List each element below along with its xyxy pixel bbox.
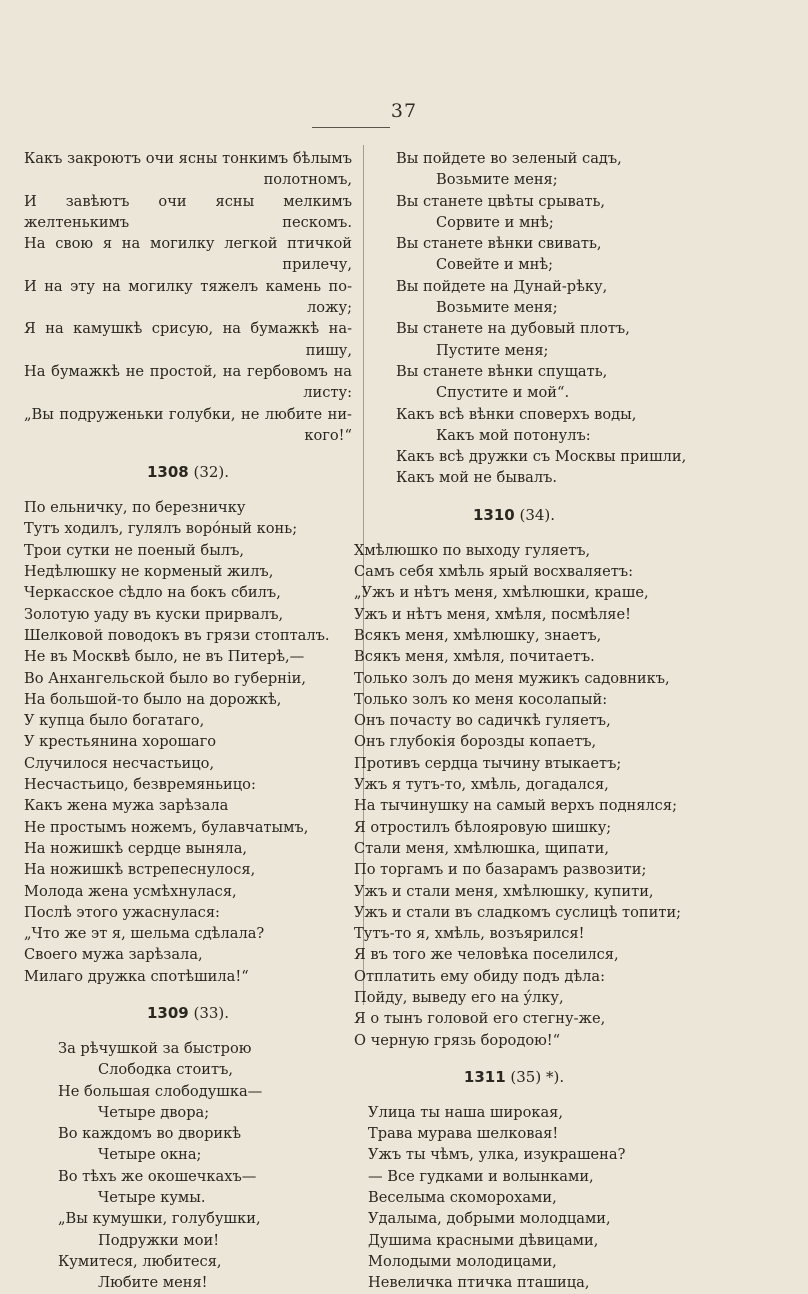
verse-line: Какъ всѣ дружки съ Москвы пришли, bbox=[396, 448, 687, 466]
verse-line: Пустите меня; bbox=[436, 341, 549, 359]
verse-line: На тычинушку на самый верхъ поднялся; bbox=[354, 797, 677, 815]
verse-line: Спустите и мой“. bbox=[436, 384, 570, 402]
song-number: 1308 bbox=[146, 463, 189, 482]
song-1310-text bbox=[354, 540, 682, 1051]
verse-line: прилечу, bbox=[282, 256, 352, 274]
verse-line: Слободка стоитъ, bbox=[98, 1061, 233, 1079]
verse-line: Молода жена усмѣхнулася, bbox=[24, 882, 237, 900]
verse-line: Ужъ и нѣтъ меня, хмѣля, посмѣляе! bbox=[354, 605, 631, 623]
verse-line: Онъ почасту во садичкѣ гуляетъ, bbox=[354, 712, 611, 730]
verse-line: Какъ мой потонулъ: bbox=[436, 426, 591, 444]
verse-line: По торгамъ и по базарамъ развозити; bbox=[354, 861, 647, 879]
verse-line: Какъ закроютъ очи ясны тонкимъ бѣлымъ bbox=[24, 150, 352, 167]
verse-line: Возьмите меня; bbox=[436, 299, 558, 317]
verse-line: Какъ жена мужа зарѣзала bbox=[24, 797, 229, 815]
song-1309-text bbox=[24, 1038, 352, 1294]
verse-line: У крестьянина хорошаго bbox=[24, 733, 217, 751]
verse-line: Случилося несчастьицо, bbox=[24, 754, 215, 772]
verse-line: Тутъ-то я, хмѣль, возъярился! bbox=[354, 925, 585, 943]
song-number: 1309 bbox=[146, 1003, 189, 1022]
verse-line: листу: bbox=[303, 384, 352, 402]
verse-line: Не въ Москвѣ было, не въ Питерѣ,— bbox=[24, 648, 305, 666]
verse-line: Четыре окна; bbox=[98, 1146, 202, 1164]
verse-line: Стали меня, хмѣлюшка, щипати, bbox=[354, 839, 609, 857]
verse-line: Всякъ меня, хмѣлюшку, знаетъ, bbox=[354, 626, 602, 644]
song-number: 1310 bbox=[472, 505, 515, 524]
verse-line: Какъ всѣ вѣнки споверхъ воды, bbox=[396, 405, 637, 423]
verse-line: Удалыма, добрыми молодцами, bbox=[368, 1210, 611, 1228]
verse-line: Я отростилъ бѣлояровую шишку; bbox=[354, 818, 612, 836]
left-column bbox=[24, 148, 352, 1294]
verse-line: Трава мурава шелковая! bbox=[368, 1125, 559, 1143]
song-1311-text bbox=[354, 1102, 674, 1294]
verse-line: На ножишкѣ встрепеснулося, bbox=[24, 861, 256, 879]
verse-line: „Вы подруженьки голубки, не любите ни- bbox=[24, 405, 352, 423]
verse-line: Шелковой поводокъ въ грязи стопталъ. bbox=[24, 626, 330, 644]
verse-line: Отплатить ему обиду подъ дѣла: bbox=[354, 967, 606, 985]
verse-line: Душима красными дѣвицами, bbox=[368, 1231, 599, 1249]
right-column bbox=[354, 148, 687, 1294]
verse-line: Милаго дружка спотѣшила!“ bbox=[24, 967, 249, 985]
verse-line: Золотую уаду въ куски прирвалъ, bbox=[24, 605, 284, 623]
verse-line: Любите меня! bbox=[98, 1274, 208, 1292]
verse-line: Вы станете на дубовый плотъ, bbox=[396, 320, 630, 338]
verse-line: За рѣчушкой за быстрою bbox=[58, 1039, 252, 1057]
song-1308-text bbox=[24, 497, 352, 987]
verse-line: Только золъ ко меня косолапый: bbox=[354, 690, 608, 708]
poem-continuation bbox=[24, 148, 352, 446]
verse-line: У купца было богатаго, bbox=[24, 712, 205, 730]
verse-line: Послѣ этого ужаснулася: bbox=[24, 903, 220, 921]
verse-line: Я о тынъ головой его стегну-же, bbox=[354, 1010, 606, 1028]
verse-line: На большой-то было на дорожкѣ, bbox=[24, 690, 282, 708]
verse-line: Тутъ ходилъ, гулялъ ворóный конь; bbox=[24, 520, 298, 538]
verse-line: Кумитеся, любитеся, bbox=[58, 1252, 222, 1270]
verse-line: Совейте и мнѣ; bbox=[436, 256, 554, 274]
song-number-suffix: (35) *). bbox=[505, 1067, 565, 1086]
song-heading-1310 bbox=[354, 505, 674, 526]
verse-line: Вы пойдете во зеленый садъ, bbox=[396, 150, 622, 167]
verse-line: Вы пойдете на Дунай-рѣку, bbox=[396, 277, 608, 295]
verse-line: Вы станете вѣнки свивать, bbox=[396, 235, 602, 253]
verse-line: „Вы кумушки, голубушки, bbox=[58, 1210, 261, 1228]
poem-continuation bbox=[354, 148, 687, 489]
verse-line: На ножишкѣ сердце выняла, bbox=[24, 839, 248, 857]
verse-line: Самъ себя хмѣль ярый восхваляетъ: bbox=[354, 563, 634, 581]
song-heading-1308 bbox=[24, 462, 352, 483]
verse-line: пескомъ. bbox=[282, 213, 352, 231]
verse-line: Своего мужа зарѣзала, bbox=[24, 946, 203, 964]
verse-line: Молодыми молодицами, bbox=[368, 1252, 557, 1270]
verse-line: „Что же эт я, шельма сдѣлала? bbox=[24, 925, 265, 943]
verse-line: Я на камушкѣ срисую, на бумажкѣ на- bbox=[24, 320, 352, 338]
page-number: 37 bbox=[390, 100, 418, 122]
verse-line: Четыре двора; bbox=[98, 1103, 210, 1121]
verse-line: „Ужъ и нѣтъ меня, хмѣлюшки, краше, bbox=[354, 584, 649, 602]
verse-line: И завѣютъ очи ясны мелкимъ желтенькимъ bbox=[24, 192, 352, 231]
verse-line: Ужъ ты чѣмъ, улка, изукрашена? bbox=[368, 1146, 626, 1164]
song-number-suffix: (33). bbox=[188, 1003, 230, 1022]
verse-line: Во каждомъ во дворикѣ bbox=[58, 1125, 242, 1143]
verse-line: Четыре кумы. bbox=[98, 1189, 206, 1207]
song-number-suffix: (32). bbox=[188, 463, 230, 482]
verse-line: Не простымъ ножемъ, булавчатымъ, bbox=[24, 818, 309, 836]
verse-line: кого!“ bbox=[304, 426, 352, 444]
verse-line: На свою я на могилку легкой птичкой bbox=[24, 235, 352, 253]
verse-line: Какъ мой не бывалъ. bbox=[396, 469, 558, 487]
verse-line: — Все гудками и волынками, bbox=[368, 1167, 594, 1185]
verse-line: Веселыма скоморохами, bbox=[368, 1189, 557, 1207]
song-heading-1309 bbox=[24, 1003, 352, 1024]
page-number-rule bbox=[312, 127, 390, 128]
song-number: 1311 bbox=[463, 1067, 506, 1086]
verse-line: Пойду, выведу его на ýлку, bbox=[354, 988, 564, 1006]
verse-line: Вы станете вѣнки спущать, bbox=[396, 362, 608, 380]
verse-line: Черкасское сѣдло на бокъ сбилъ, bbox=[24, 584, 281, 602]
verse-line: Во тѣхъ же окошечкахъ— bbox=[58, 1167, 257, 1185]
verse-line: Недѣлюшку не корменый жилъ, bbox=[24, 563, 274, 581]
verse-line: По ельничку, по березничку bbox=[24, 499, 246, 517]
verse-line: Вы станете цвѣты срывать, bbox=[396, 192, 606, 210]
verse-line: Онъ глубокія борозды копаетъ, bbox=[354, 733, 597, 751]
verse-line: Я въ того же человѣка поселился, bbox=[354, 946, 619, 964]
verse-line: На бумажкѣ не простой, на гербовомъ на bbox=[24, 362, 352, 380]
verse-line: Не большая слободушка— bbox=[58, 1082, 263, 1100]
verse-line: ложу; bbox=[307, 299, 352, 317]
song-number-suffix: (34). bbox=[514, 505, 556, 524]
verse-line: Всякъ меня, хмѣля, почитаетъ. bbox=[354, 648, 595, 666]
verse-line: Трои сутки не поеный былъ, bbox=[24, 541, 245, 559]
verse-line: Возьмите меня; bbox=[436, 171, 558, 189]
verse-line: Улица ты наша широкая, bbox=[368, 1103, 564, 1121]
verse-line: Невеличка птичка пташица, bbox=[368, 1274, 590, 1292]
verse-line: Подружки мои! bbox=[98, 1231, 220, 1249]
verse-line: И на эту на могилку тяжелъ камень по- bbox=[24, 277, 352, 295]
verse-line: Противъ сердца тычину втыкаетъ; bbox=[354, 754, 622, 772]
verse-line: пишу, bbox=[305, 341, 352, 359]
verse-line: О черную грязь бородою!“ bbox=[354, 1031, 561, 1049]
song-heading-1311 bbox=[354, 1067, 674, 1088]
verse-line: Только золъ до меня мужикъ садовникъ, bbox=[354, 669, 670, 687]
verse-line: полотномъ, bbox=[263, 171, 352, 189]
verse-line: Сорвите и мнѣ; bbox=[436, 213, 554, 231]
verse-line: Ужъ и стали въ сладкомъ суслицѣ топити; bbox=[354, 903, 682, 921]
verse-line: Во Анхангельской было во губерніи, bbox=[24, 669, 307, 687]
verse-line: Хмѣлюшко по выходу гуляетъ, bbox=[354, 541, 591, 559]
verse-line: Ужъ я тутъ-то, хмѣль, догадался, bbox=[354, 776, 609, 794]
verse-line: Несчастьицо, безвремяньицо: bbox=[24, 776, 256, 794]
verse-line: Ужъ и стали меня, хмѣлюшку, купити, bbox=[354, 882, 654, 900]
